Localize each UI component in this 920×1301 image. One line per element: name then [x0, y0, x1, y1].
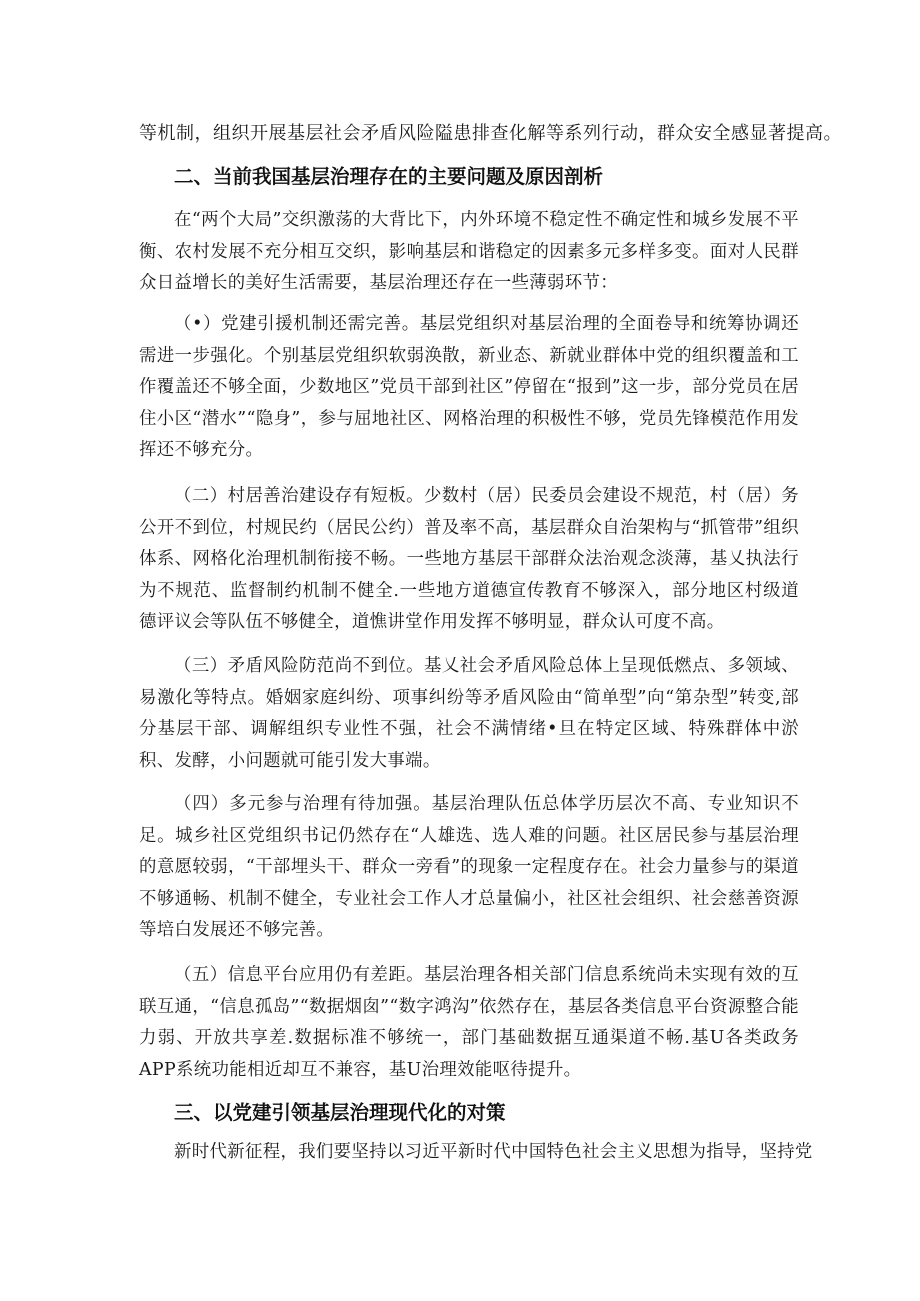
- item-1-paragraph: （•）党建引援机制还需完善。基层党组织对基层治理的全面卷导和统筹协调还需进一步强化。个别基层党组织软弱涣散，新业态、新就业群体中党的组织覆盖和工作覆盖还不够全面，少数地区”党员干部到社区”停留在“报到”这一步，部分党员在居住小区“潜水”“隐身”，参与屈地社区、网格治理的积极性不够，党员先锋模范作用发挥还不够充分。: [139, 314, 799, 461]
- section-3-intro: 新时代新征程，我们要坚持以习近平新时代中国特色社会主义思想为指导，坚持党: [174, 1142, 813, 1162]
- opening-line: 等机制，组织开展基层社会矛盾风险隘患排查化解等系列行动，群众安全感显著提高。: [139, 123, 842, 144]
- item-3-paragraph: （三）矛盾风险防范尚不到位。基乂社会矛盾风险总体上呈现低燃点、多领域、易激化等特点。婚姻家庭纠纷、项事纠纷等矛盾风险由“简单型”向“第杂型”转变,部分基层干部、调解组织专业性不强，社会不满情绪•旦在特定区域、特殊群体中淤积、发酵，小问题就可能引发大事端。: [139, 656, 799, 771]
- item-4-paragraph: （四）多元参与治理有待加强。基层治理队伍总体学历层次不高、专业知识不足。城乡社区党组织书记仍然存在“人雄选、选人难的问题。社区居民参与基层治理的意愿较弱，“干部埋头干、群众一旁看”的现象一定程度存在。社会力量参与的渠道不够通畅、机制不健全，专业社会工作人才总量偏小，社区社会组织、社会慈善资源等培白发展还不够完善。: [139, 794, 799, 941]
- item-5-paragraph: （五）信息平台应用仍有差距。基层治理各相关部门信息系统尚未实现有效的互联互通，“信息孤岛”“数据烟囱”“数字鸿沟”依然存在，基层各类信息平台资源整合能力弱、开放共享差.数据标准不够统一，部门基础数据互通渠道不畅.基U各类政务APP系统功能相近却互不兼容，基U治理效能呕待提升。: [139, 965, 799, 1080]
- section-2-heading: 二、当前我国基层治理存在的主要问题及原因剖析: [174, 165, 604, 188]
- item-2-paragraph: （二）村居善治建设存有短板。少数村（居）民委员会建设不规范，村（居）务公开不到位，村规民约（居民公约）普及率不高，基层群众自治架构与“抓管带”组织体系、网格化治理机制衔接不畅。一些地方基层干部群众法治观念淡薄，基乂执法行为不规范、监督制约机制不健全.一些地方道德宣传教育不够深入，部分地区村级道德评议会等队伍不够健全，道憔讲堂作用发挥不够明显，群众认可度不高。: [139, 486, 799, 633]
- section-3-heading: 三、以党建引领基层治理现代化的对策: [174, 1101, 506, 1124]
- section-2-intro-paragraph: 在“两个大局”交织激荡的大背比下，内外环境不稳定性不确定性和城乡发展不平衡、农村发展不充分相互交织，影响基层和谐稳定的因素多元多样多变。面对人民群众日益增长的美好生活需要，基层治理还存在一些薄弱环节：: [139, 210, 799, 294]
